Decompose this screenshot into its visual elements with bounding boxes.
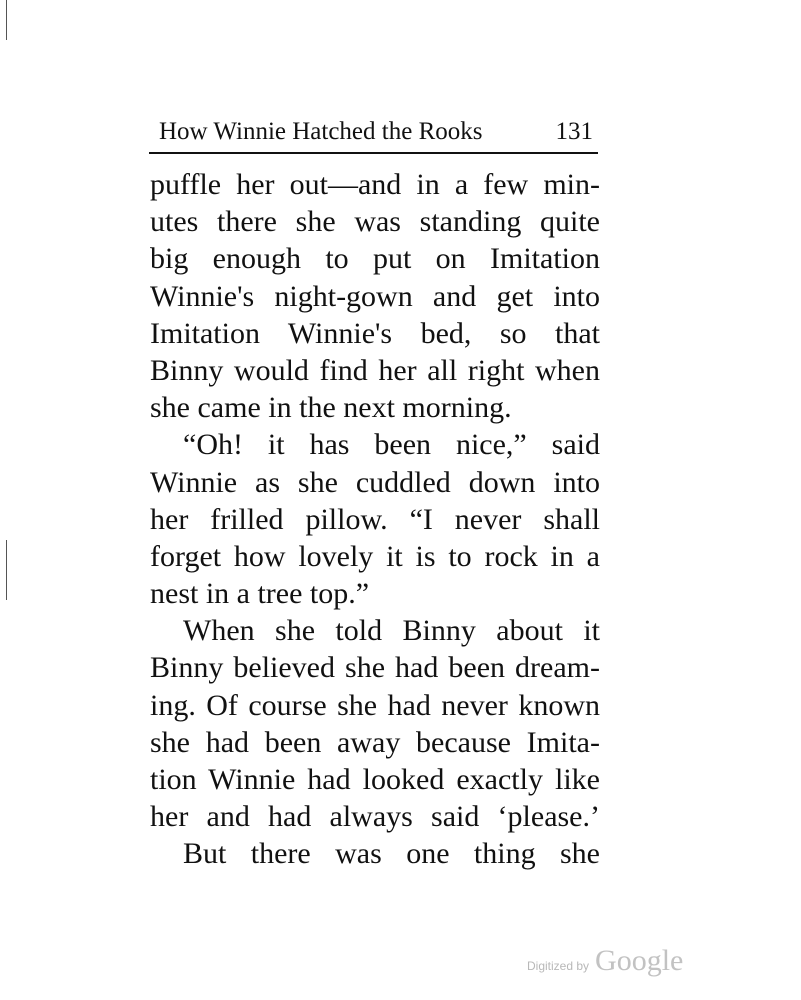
text-line: nest in a tree top.” <box>150 577 370 611</box>
text-line: big enough to put on Imitation <box>150 242 600 276</box>
text-line: Imitation Winnie's bed, so that <box>150 316 600 350</box>
text-line: tion Winnie had looked exactly like <box>150 763 600 796</box>
digitized-by-watermark <box>527 944 683 978</box>
scan-edge-mark-middle <box>6 540 7 600</box>
text-line: Binny would find her all right when <box>150 353 600 387</box>
text-line: utes there she was standing quite <box>150 205 600 239</box>
text-line: puffle her out—and in a few min- <box>150 168 600 201</box>
text-line: “Oh! it has been nice,” said <box>183 428 600 462</box>
text-line: she had been away because Imita- <box>150 725 600 759</box>
running-header-title: How Winnie Hatched the Rooks <box>159 118 483 145</box>
scan-edge-mark-top <box>6 0 7 40</box>
running-header <box>149 112 598 154</box>
digitized-by-label: Digitized by <box>527 959 590 973</box>
page-number: 131 <box>555 118 593 145</box>
text-line: But there was one thing she <box>183 837 600 871</box>
text-line: When she told Binny about it <box>183 614 600 648</box>
text-line: she came in the next morning. <box>150 391 512 425</box>
text-line: forget how lovely it is to rock in a <box>150 539 600 573</box>
text-line: ing. Of course she had never known <box>150 688 600 722</box>
text-line: Binny believed she had been dream- <box>150 651 600 685</box>
text-line: her and had always said ‘please.’ <box>150 800 600 834</box>
text-line: her frilled pillow. “I never shall <box>150 502 600 536</box>
google-logo: Google <box>595 944 684 977</box>
text-line: Winnie's night-gown and get into <box>150 279 600 313</box>
text-line: Winnie as she cuddled down into <box>150 465 600 499</box>
body-text <box>150 166 600 873</box>
